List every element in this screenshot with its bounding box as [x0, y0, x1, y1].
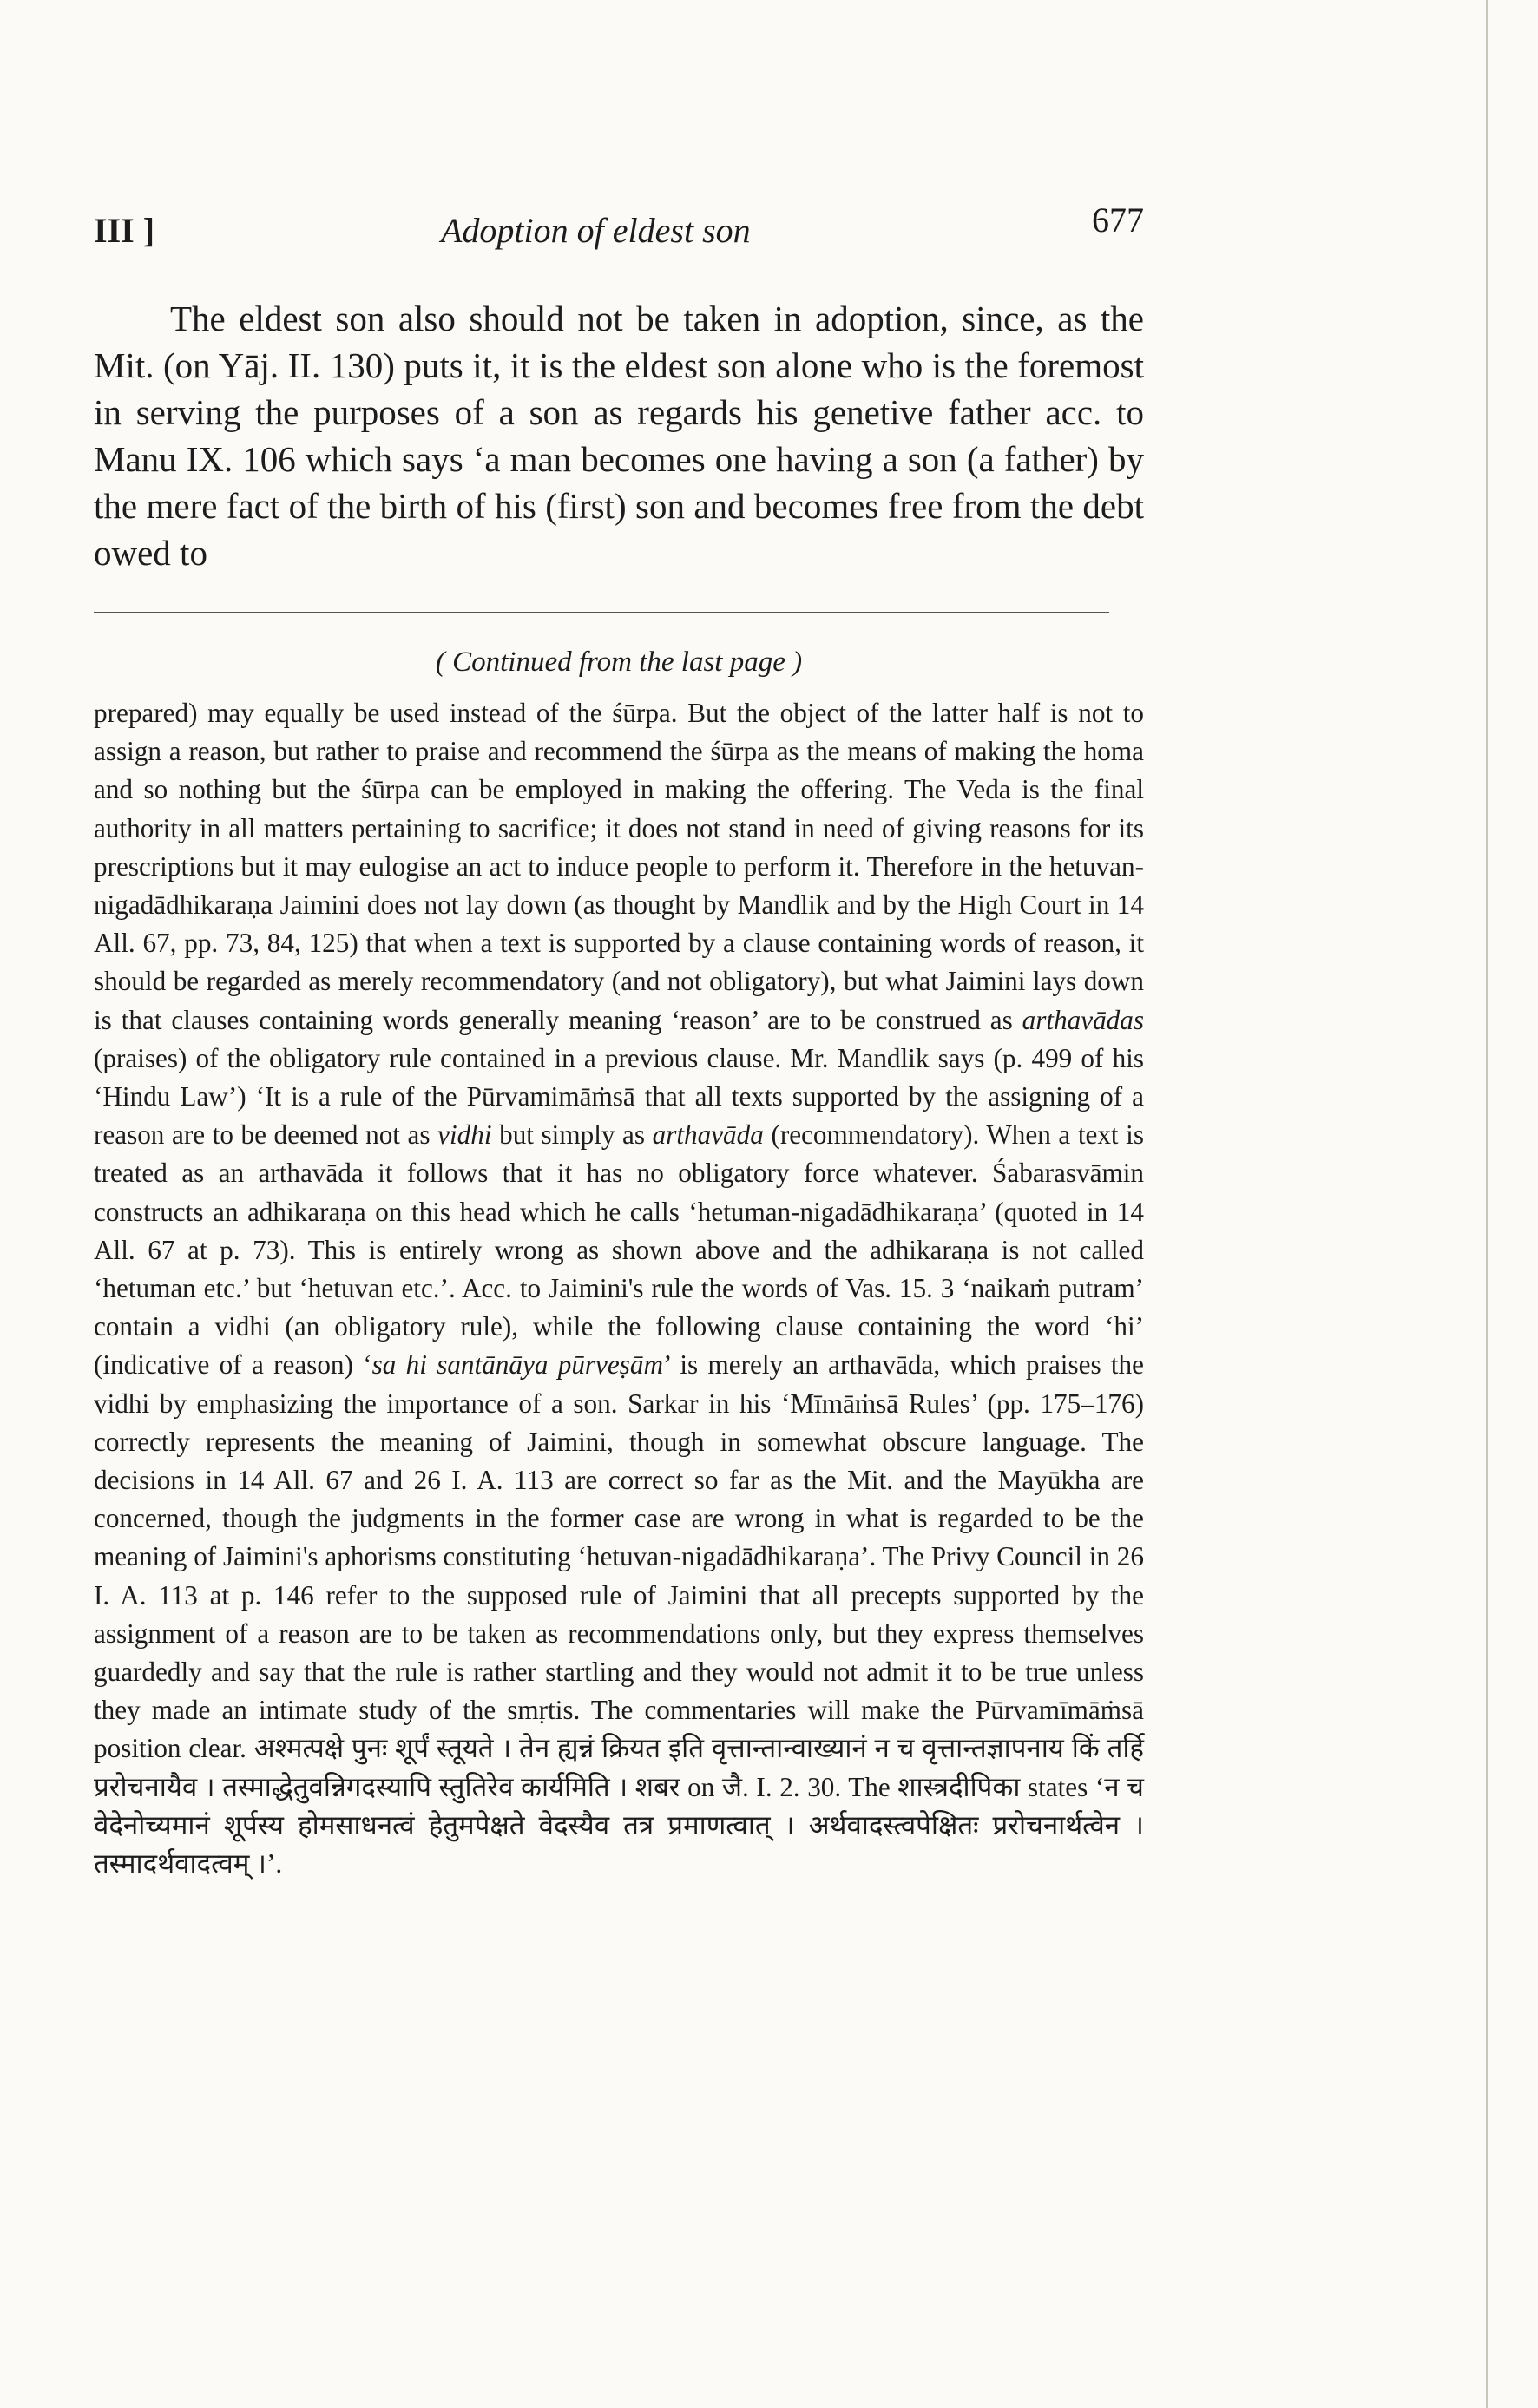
page-edge-rule	[1486, 0, 1488, 2408]
chapter-marker: III ]	[94, 211, 155, 250]
footnote-term-arthavada: arthavāda	[652, 1119, 764, 1151]
running-title: Adoption of eldest son	[441, 211, 751, 250]
book-page	[94, 200, 1144, 1883]
page-number: 677	[1092, 200, 1144, 239]
footnote-text-2: (praises) of the obligatory rule contained in a previous clause. Mr. Mandlik says (p. 499 of his ‘Hindu Law’) ‘It is a rule of the Pūrvamimāṁsā that all texts supported by the assigning of a reason are to be deemed not as	[94, 1042, 1144, 1151]
footnote-quote: sa hi santānāya pūrveṣām	[371, 1349, 663, 1381]
footnote-term-arthavadas: arthavādas	[1022, 1004, 1144, 1035]
footnote-text-3: but simply as	[499, 1119, 646, 1151]
page-header	[94, 200, 1144, 260]
footnote-term-vidhi: vidhi	[437, 1119, 492, 1151]
footnote-text-5: ’ is merely an arthavāda, which praises the vidhi by emphasizing the importance of a son. Sarkar in his ‘Mīmāṁsā Rules’ (pp. 175–176) correctly represents the meaning of Jaimini, though in somewhat obscure language. The decisions in 14 All. 67 and 26 I. A. 113 are correct so far as the Mit. and the Mayūkha are concerned, though the judgments in the former case are wrong in what is regarded to be the meaning of Jaimini's aphorisms constituting ‘hetuvan-nigadādhikaraṇa’. The Privy Council in 26 I. A. 113 at p. 146 refer to the supposed rule of Jaimini that all precepts supported by the assignment of a reason are to be taken as recommendations only, but they express themselves guardedly and say that the rule is rather startling and they would not admit it to be true unless they made an intimate study of the smṛtis. The commentaries will make the Pūrvamīmāṁsā position clear. अश्मत्पक्षे पुनः शूर्पं स्तूयते । तेन ह्यन्नं क्रियत इति वृत्तान्तान्वाख्यानं न च वृत्तान्तज्ञापनाय किं तर्हि प्ररोचनायैव । तस्माद्धेतुवन्निगदस्यापि स्तुतिरेव कार्यमिति । शबर on जै. I. 2. 30. The शास्त्रदीपिका states ‘न च वेदेनोच्यमानं शूर्पस्य होमसाधनत्वं हेतुमपेक्षते वेदस्यैव तत्र प्रमाणत्वात् । अर्थवादस्त्वपेक्षितः प्ररोचनार्थत्वेन । तस्मादर्थवादत्वम् ।’.	[94, 1349, 1144, 1880]
main-paragraph: The eldest son also should not be taken in adoption, since, as the Mit. (on Yāj. II. 130) puts it, it is the eldest son alone who is the foremost in serving the purposes of a son as regards his genetive father acc. to Manu IX. 106 which says ‘a man becomes one having a son (a father) by the mere fact of the birth of his (first) son and becomes free from the debt owed to	[94, 299, 1144, 573]
footnote-paragraph	[94, 694, 1144, 1883]
continued-note: ( Continued from the last page )	[435, 646, 803, 678]
footnote-text-1: prepared) may equally be used instead of the śūrpa. But the object of the latter half is not to assign a reason, but rather to praise and recommend the śūrpa as the means of making the homa and so nothing but the śūrpa can be employed in making the offering. The Veda is the final authority in all matters pertaining to sacrifice; it does not stand in need of giving reasons for its prescriptions but it may eulogise an act to induce people to perform it. Therefore in the hetuvan-nigadādhikaraṇa Jaimini does not lay down (as thought by Mandlik and by the High Court in 14 All. 67, pp. 73, 84, 125) that when a text is supported by a clause containing words of reason, it should be regarded as merely recommendatory (and not obligatory), but what Jaimini lays down is that clauses containing words generally meaning ‘reason’ are to be construed as	[94, 698, 1144, 1035]
footnote-text-4: (recommendatory). When a text is treated as an arthavāda it follows that it has no obligatory force whatever. Śabarasvāmin constructs an adhikaraṇa on this head which he calls ‘hetuman-nigadādhikaraṇa’ (quoted in 14 All. 67 at p. 73). This is entirely wrong as shown above and the adhikaraṇa is not called ‘hetuman etc.’ but ‘hetuvan etc.’. Acc. to Jaimini's rule the words of Vas. 15. 3 ‘naikaṁ putram’ contain a vidhi (an obligatory rule), while the following clause containing the word ‘hi’ (indicative of a reason) ‘	[94, 1119, 1144, 1381]
footnote-divider	[94, 612, 1109, 613]
footnote	[94, 694, 1144, 1883]
